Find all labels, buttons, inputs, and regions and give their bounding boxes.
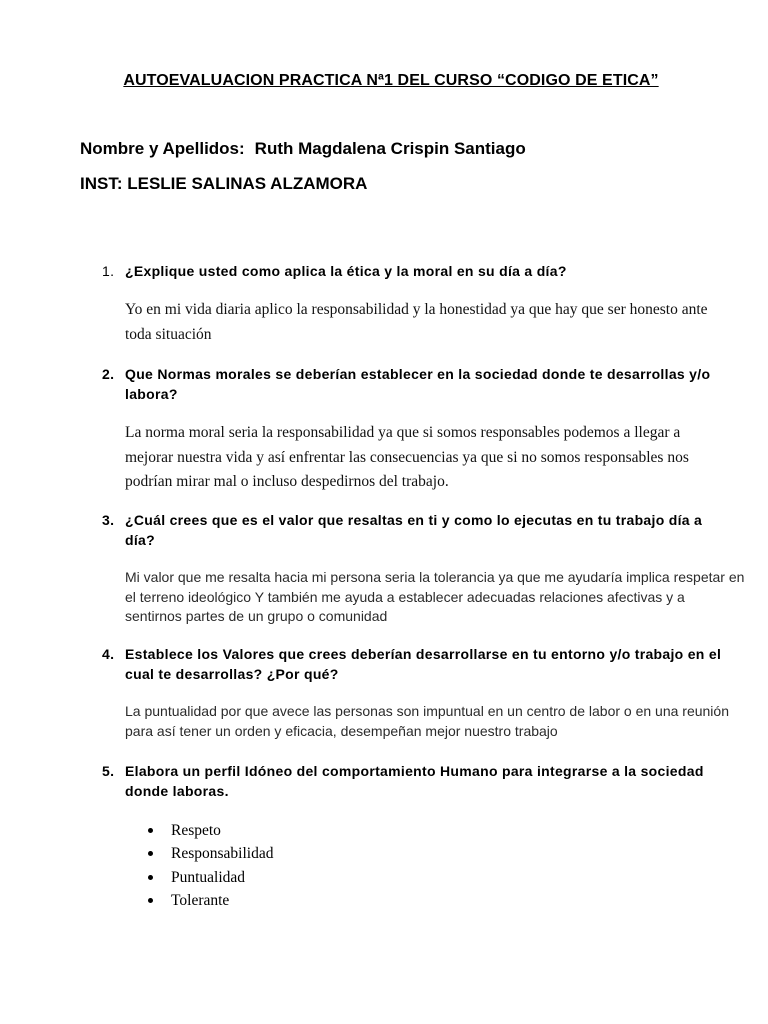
instructor-value: LESLIE SALINAS ALZAMORA	[127, 174, 368, 193]
bullet-item	[148, 819, 273, 842]
question-3	[102, 510, 722, 550]
bullet-item	[148, 889, 273, 912]
bullet-item	[148, 866, 273, 889]
document-title: AUTOEVALUACION PRACTICA Nª1 DEL CURSO “CODIGO DE ETICA”	[123, 72, 659, 89]
question-number: 4.	[102, 646, 115, 662]
answer-3: Mi valor que me resalta hacia mi persona seria la tolerancia ya que me ayudaría implica respetar en el terreno ideológico Y también me ayuda a establecer adecuadas relaciones afectivas y a sentirnos partes de un grupo o comunidad	[125, 569, 745, 624]
bullet-item	[148, 842, 273, 865]
bullet-text: Puntualidad	[171, 868, 246, 886]
bullet-dot-icon	[148, 898, 153, 903]
question-number: 3.	[102, 512, 115, 528]
name-line	[80, 139, 526, 159]
instructor-line	[80, 174, 367, 194]
question-text: Que Normas morales se deberían establecer en la sociedad donde te desarrollas y/o labora?	[125, 366, 711, 402]
instructor-label: INST:	[80, 174, 123, 193]
bullet-dot-icon	[148, 828, 153, 833]
profile-bullet-list	[148, 819, 273, 912]
question-1	[102, 261, 722, 281]
question-4	[102, 644, 722, 684]
answer-2: La norma moral seria la responsabilidad ya que si somos responsables podemos a llegar a mejorar nuestra vida y así enfrentar las consecuencias ya que si no somos responsables nos podrían mirar mal o incluso despedirnos del trabajo.	[125, 424, 689, 490]
question-number: 5.	[102, 763, 115, 779]
question-text: ¿Cuál crees que es el valor que resaltas en ti y como lo ejecutas en tu trabajo día a día?	[125, 512, 703, 548]
question-text: Elabora un perfil Idóneo del comportamiento Humano para integrarse a la sociedad donde laboras.	[125, 763, 704, 799]
name-label: Nombre y Apellidos:	[80, 139, 245, 158]
bullet-text: Respeto	[171, 822, 221, 839]
answer-1: Yo en mi vida diaria aplico la responsabilidad y la honestidad ya que hay que ser honesto ante toda situación	[125, 301, 708, 343]
name-value: Ruth Magdalena Crispin Santiago	[254, 139, 526, 158]
question-2	[102, 364, 722, 404]
question-number: 1.	[102, 263, 115, 279]
bullet-dot-icon	[148, 851, 153, 856]
question-text: ¿Explique usted como aplica la ética y la moral en su día a día?	[125, 263, 567, 279]
bullet-text: Tolerante	[171, 891, 230, 909]
answer-4: La puntualidad por que avece las personas son impuntual en un centro de labor o en una reunión para así tener un orden y eficacia, desempeñan mejor nuestro trabajo	[125, 703, 729, 739]
question-5	[102, 761, 722, 801]
bullet-text: Responsabilidad	[171, 845, 274, 863]
question-number: 2.	[102, 366, 115, 382]
bullet-dot-icon	[148, 875, 153, 880]
question-text: Establece los Valores que crees deberían desarrollarse en tu entorno y/o trabajo en el cual te desarrollas? ¿Por qué?	[125, 646, 722, 682]
